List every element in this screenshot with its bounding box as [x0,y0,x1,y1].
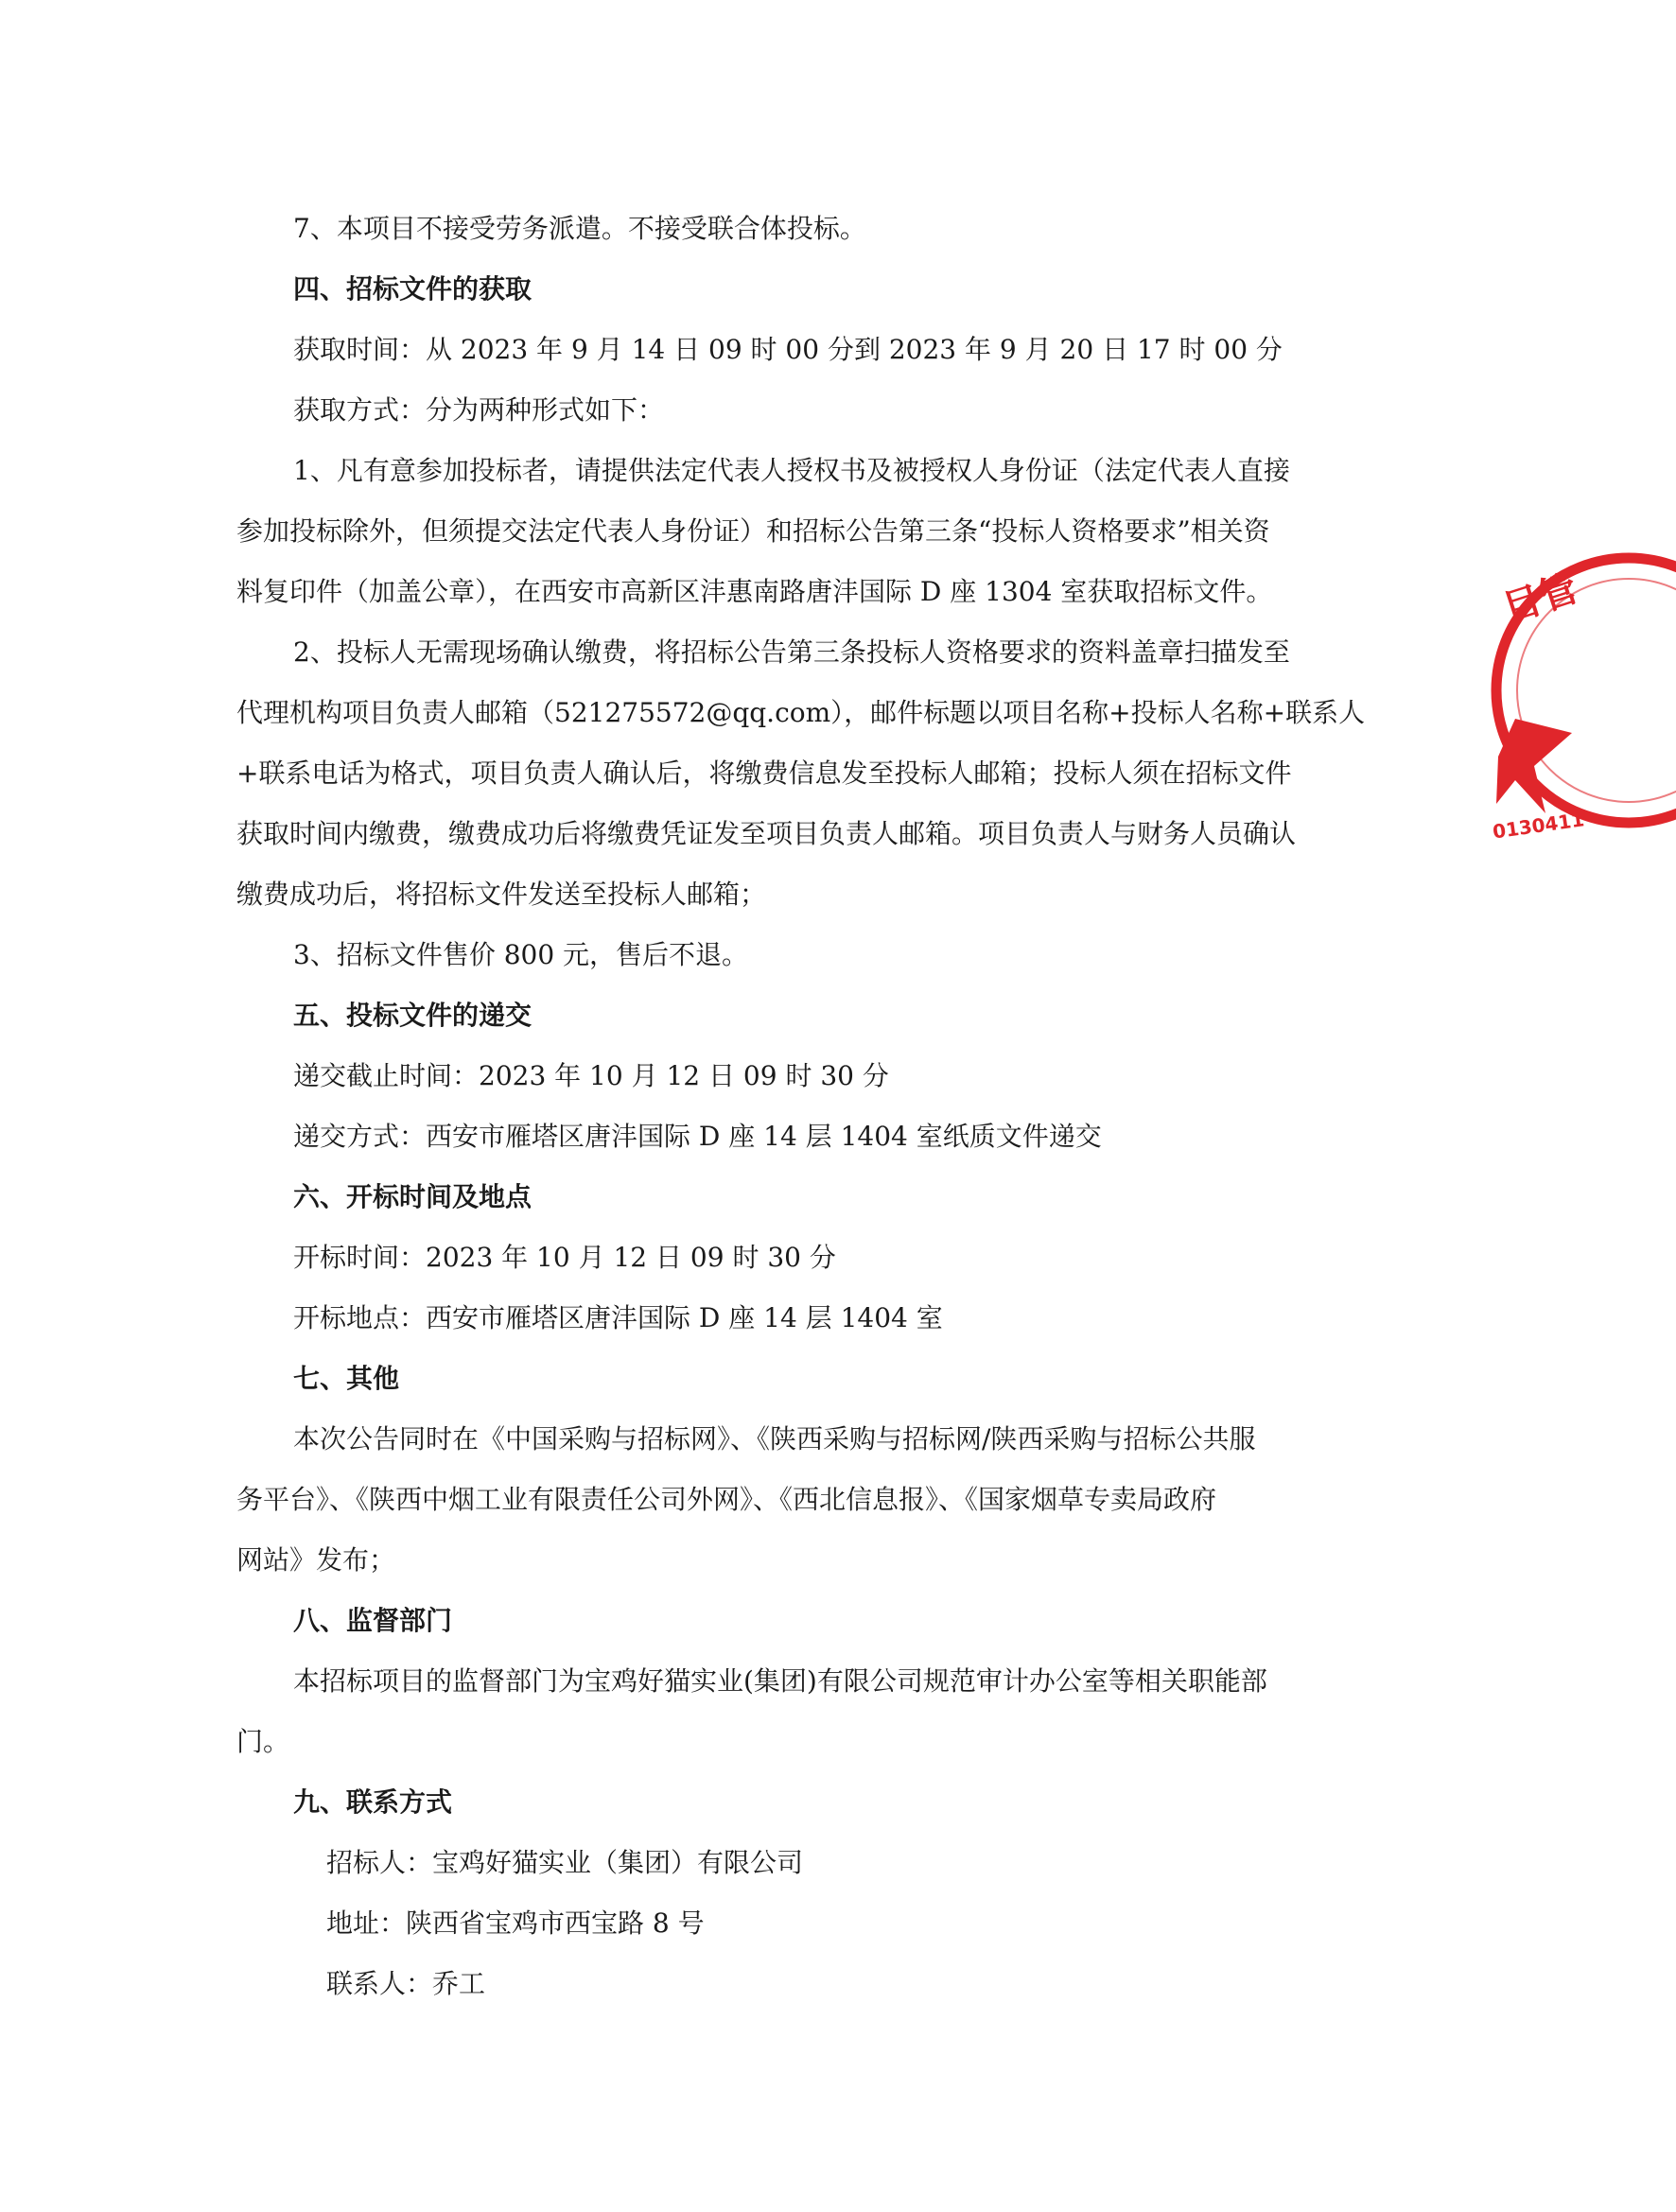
paragraph-line: 获取方式：分为两种形式如下： [293,394,665,426]
paragraph-line: 联系人：乔工 [326,1968,486,1999]
paragraph-line: 开标地点：西安市雁塔区唐沣国际 D 座 14 层 1404 室 [293,1302,943,1333]
paragraph-line: 2、投标人无需现场确认缴费，将招标公告第三条投标人资格要求的资料盖章扫描发至 [293,636,1290,668]
paragraph-line: 本次公告同时在《中国采购与招标网》、《陕西采购与招标网/陕西采购与招标公共服 [293,1423,1256,1454]
paragraph-line: +联系电话为格式，项目负责人确认后，将缴费信息发至投标人邮箱；投标人须在招标文件 [236,758,1292,789]
paragraph-line: 务平台》、《陕西中烟工业有限责任公司外网》、《西北信息报》、《国家烟草专卖局政府 [236,1484,1217,1515]
section-heading: 九、联系方式 [293,1786,453,1818]
section-heading: 七、其他 [293,1363,400,1394]
paragraph-line: 地址：陕西省宝鸡市西宝路 8 号 [326,1907,705,1939]
paragraph-line: 参加投标除外，但须提交法定代表人身份证）和招标公告第三条“投标人资格要求”相关资 [236,515,1270,547]
paragraph-line: 网站》发布； [236,1544,396,1576]
paragraph-line: 3、招标文件售价 800 元，售后不退。 [293,939,749,970]
paragraph-line: 获取时间：从 2023 年 9 月 14 日 09 时 00 分到 2023 年 9 月 20 日 17 时 00 分 [293,334,1283,365]
paragraph-line: 料复印件（加盖公章），在西安市高新区沣惠南路唐沣国际 D 座 1304 室获取招标文件。 [236,576,1273,607]
svg-text:0130411: 0130411 [1491,808,1586,844]
paragraph-line: 递交截止时间：2023 年 10 月 12 日 09 时 30 分 [293,1060,889,1091]
paragraph-line: 1、凡有意参加投标者，请提供法定代表人授权书及被授权人身份证（法定代表人直接 [293,455,1290,486]
paragraph-line: 7、本项目不接受劳务派遣。不接受联合体投标。 [293,213,866,244]
section-heading: 八、监督部门 [293,1605,453,1636]
section-heading: 六、开标时间及地点 [293,1181,532,1212]
document-body [236,199,1366,2014]
paragraph-line: 缴费成功后，将招标文件发送至投标人邮箱； [236,879,767,910]
section-heading: 四、招标文件的获取 [293,273,532,305]
paragraph-line: 递交方式：西安市雁塔区唐沣国际 D 座 14 层 1404 室纸质文件递交 [293,1121,1102,1152]
section-heading: 五、投标文件的递交 [293,1000,532,1031]
paragraph-line: 招标人：宝鸡好猫实业（集团）有限公司 [326,1847,804,1878]
paragraph-line: 获取时间内缴费，缴费成功后将缴费凭证发至项目负责人邮箱。项目负责人与财务人员确认 [236,818,1297,849]
seal-stamp [1487,530,1676,851]
paragraph-line: 开标时间：2023 年 10 月 12 日 09 时 30 分 [293,1242,836,1273]
paragraph-line: 代理机构项目负责人邮箱（521275572@qq.com），邮件标题以项目名称+投标人名称+联系人 [236,697,1366,728]
paragraph-line: 本招标项目的监督部门为宝鸡好猫实业(集团)有限公司规范审计办公室等相关职能部 [293,1665,1267,1697]
svg-text:目管: 目管 [1497,566,1583,632]
paragraph-line: 门。 [236,1726,290,1757]
